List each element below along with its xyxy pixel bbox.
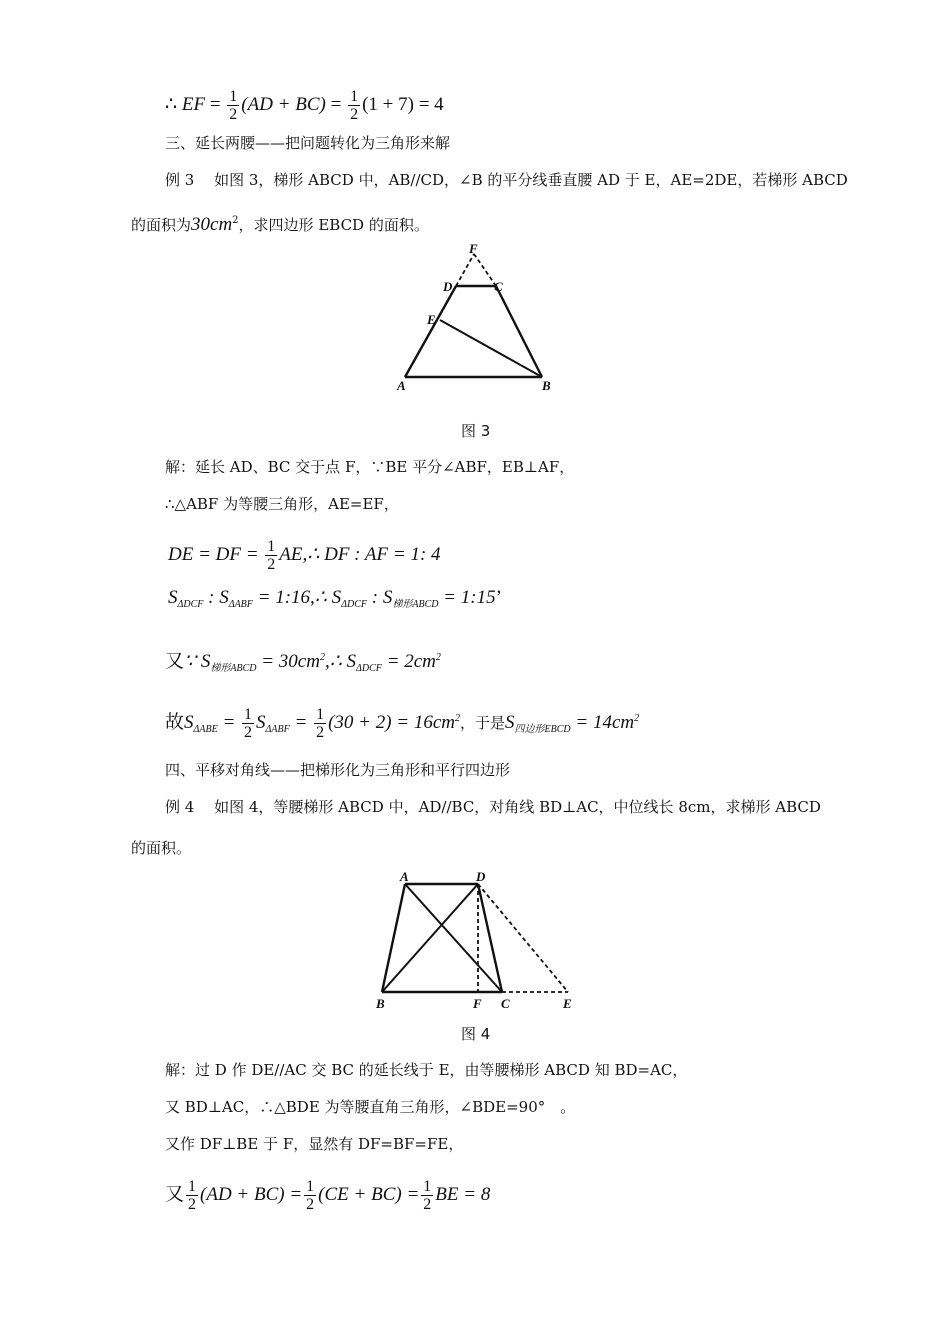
solution-3-eq1: DE = DF = $\frac{1}{2}$ AE,∴ DF : AF = 1: 4 bbox=[168, 538, 441, 573]
label-b: B bbox=[542, 378, 551, 393]
fraction: $\frac{1}{2}$ bbox=[423, 1178, 432, 1213]
label-e: E bbox=[427, 312, 436, 327]
segment-cf-dashed bbox=[474, 254, 496, 286]
fraction: $\frac{1}{2}$ bbox=[188, 1178, 197, 1213]
fraction: $\frac{1}{2}$ bbox=[267, 538, 276, 573]
section-heading-3: 三、延长两腰——把问题转化为三角形来解 bbox=[165, 134, 451, 152]
label-d: D bbox=[476, 869, 486, 884]
fraction: $\frac{1}{2}$ bbox=[306, 1178, 315, 1213]
example-3-line1: 例 3 如图 3，梯形 ABCD 中，AB//CD，∠B 的平分线垂直腰 AD 于 E，AE=2DE，若梯形 ABCD bbox=[165, 171, 848, 189]
fraction: $\frac{1}{2}$ bbox=[350, 88, 359, 123]
diagonal-ac bbox=[405, 884, 502, 992]
fraction: $\frac{1}{2}$ bbox=[316, 706, 325, 741]
solution-3-line1: 解：延长 AD、BC 交于点 F，∵BE 平分∠ABF，EB⊥AF， bbox=[165, 458, 575, 476]
segment-de-dashed bbox=[478, 884, 568, 992]
label-f: F bbox=[473, 996, 482, 1011]
equation-ef: ∴ EF = $\frac{1}{2}$ (AD + BC) = $\frac{1}{2}$ (1 + 7) = 4 bbox=[165, 88, 444, 123]
solution-4-line2: 又 BD⊥AC，∴△BDE 为等腰直角三角形，∠BDE=90° 。 bbox=[165, 1098, 576, 1116]
label-f: F bbox=[469, 241, 478, 256]
example-4-line1: 例 4 如图 4，等腰梯形 ABCD 中，AD//BC，对角线 BD⊥AC，中位线长 8cm，求梯形 ABCD bbox=[165, 798, 821, 816]
solution-3-eq4: 故$S_{\Delta ABE}$ = $\frac{1}{2}$ $S_{\Delta ABF}$ = $\frac{1}{2}$ $(30 + 2) = 16cm^2$，于是$S_{四边形EBCD} = 14cm^2$ bbox=[165, 706, 640, 741]
figure-4-trapezoid bbox=[370, 866, 580, 1016]
solution-3-eq2: $S_{\Delta DCF}$ : $S_{\Delta ABF}$ = 1:16,∴ $S_{\Delta DCF}$ : $S_{梯形ABCD}$ = 1:15’ bbox=[168, 587, 502, 610]
figure-3-trapezoid bbox=[390, 240, 570, 400]
figure-4-caption: 图 4 bbox=[461, 1025, 491, 1043]
label-e: E bbox=[563, 996, 572, 1011]
solution-4-line3: 又作 DF⊥BE 于 F，显然有 DF=BF=FE， bbox=[165, 1135, 464, 1153]
label-b: B bbox=[376, 996, 385, 1011]
solution-3-line2: ∴△ABF 为等腰三角形，AE=EF， bbox=[165, 495, 399, 513]
segment-ab bbox=[382, 884, 405, 992]
label-d: D bbox=[443, 279, 453, 294]
section-heading-4: 四、平移对角线——把梯形化为三角形和平行四边形 bbox=[165, 761, 511, 779]
figure-3-caption: 图 3 bbox=[461, 422, 491, 440]
solution-4-eq: 又 $\frac{1}{2}$ (AD + BC) = $\frac{1}{2}$ (CE + BC) = $\frac{1}{2}$ BE = 8 bbox=[165, 1178, 491, 1213]
label-c: C bbox=[501, 996, 510, 1011]
example-3-line2: 的面积为$30cm^2$，求四边形 EBCD 的面积。 bbox=[131, 214, 429, 235]
fraction: $\frac{1}{2}$ bbox=[244, 706, 253, 741]
solution-4-line1: 解：过 D 作 DE//AC 交 BC 的延长线于 E，由等腰梯形 ABCD 知 BD=AC， bbox=[165, 1061, 688, 1079]
diagonal-bd bbox=[382, 884, 478, 992]
solution-3-eq3: 又∵ $S_{梯形ABCD}$ = $30cm^2,\therefore$ $S_{\Delta DCF} = 2cm^2$ bbox=[165, 650, 441, 674]
label-a: A bbox=[400, 869, 409, 884]
label-c: C bbox=[494, 279, 503, 294]
example-4-line2: 的面积。 bbox=[131, 839, 192, 857]
segment-ad bbox=[405, 286, 456, 377]
label-a: A bbox=[397, 378, 406, 393]
segment-dc bbox=[478, 884, 502, 992]
fraction: $\frac{1}{2}$ bbox=[229, 88, 238, 123]
segment-df-dashed bbox=[456, 254, 474, 286]
